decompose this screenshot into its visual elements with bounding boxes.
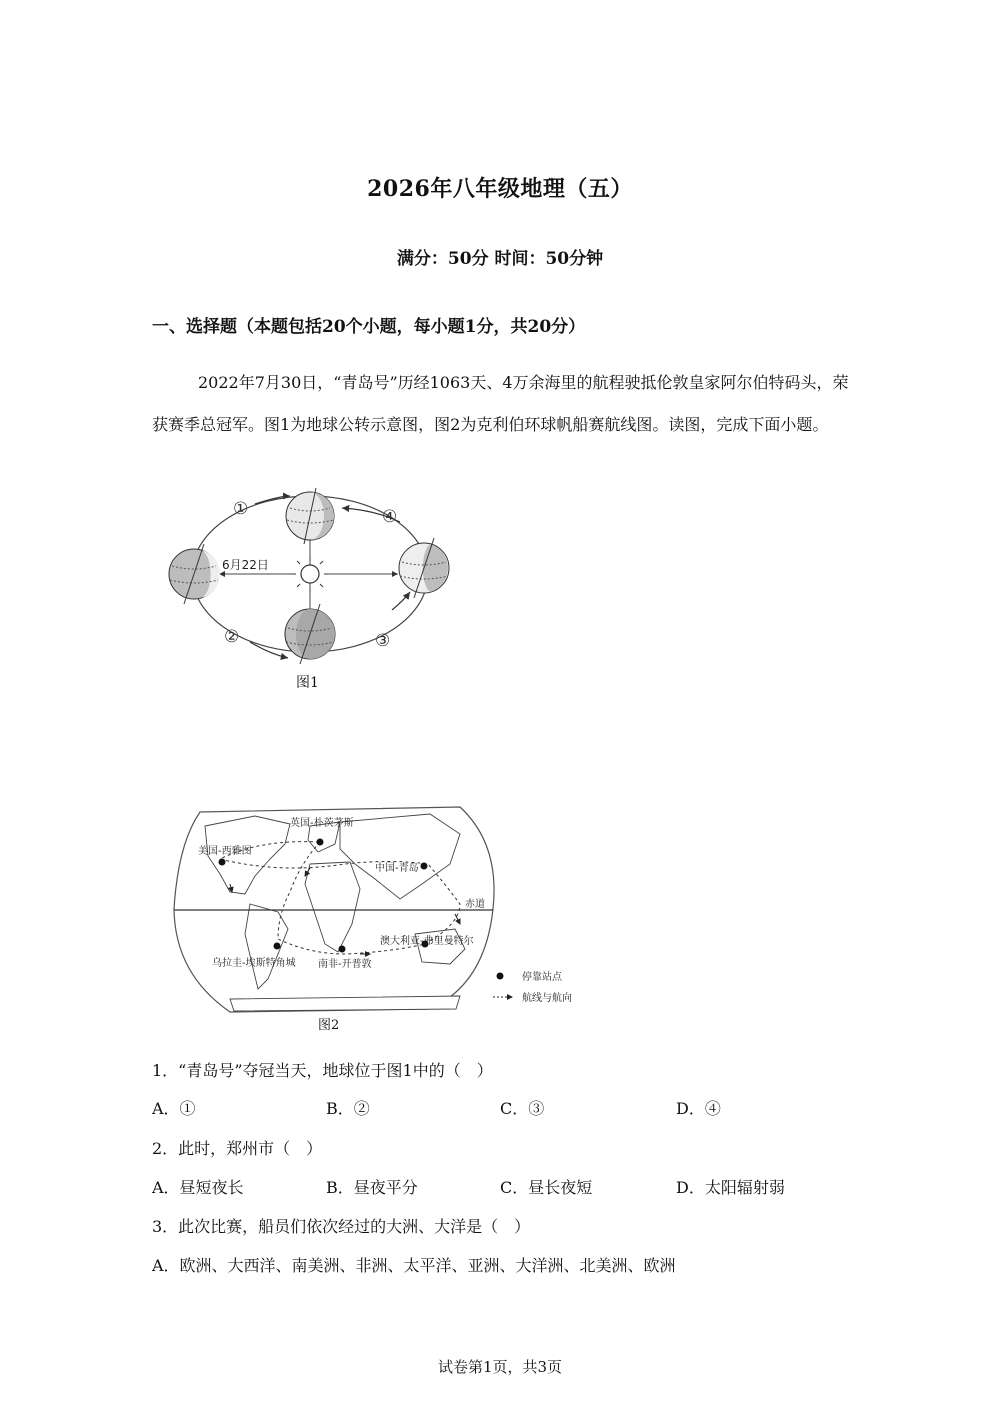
figure-2 [160, 804, 600, 1023]
q1-option-c: C．③ [500, 1099, 545, 1118]
antarctica [230, 996, 460, 1011]
question-3-stem: 3．此次比赛，船员们依次经过的大洲、大洋是（ ） [152, 1217, 531, 1236]
stop-label-fremantle: 澳大利亚-弗里曼特尔 [380, 936, 474, 947]
page-title: 2026年八年级地理（五） [367, 176, 633, 202]
q2-option-d: D．太阳辐射弱 [676, 1178, 785, 1197]
q1-option-a: A．① [152, 1099, 196, 1118]
q1-option-b: B．② [326, 1099, 370, 1118]
stop-label-seattle: 美国-西雅图 [198, 846, 252, 857]
question-1-stem: 1．“青岛号”夺冠当天，地球位于图1中的（ ） [152, 1061, 493, 1080]
position-label-1: ① [233, 499, 249, 519]
legend-stop-label: 停靠站点 [522, 972, 562, 983]
stop-label-punta-del-este: 乌拉圭-埃斯特角城 [212, 958, 296, 969]
score-time-info: 满分：50分 时间：50分钟 [396, 249, 604, 269]
figure-2-caption: 图2 [318, 1018, 340, 1033]
stop-label-portsmouth: 英国-朴茨茅斯 [290, 818, 354, 829]
stop-marker [421, 863, 428, 870]
earth-right-icon [399, 538, 449, 598]
figure-1-caption: 图1 [296, 675, 319, 691]
q2-option-b: B．昼夜平分 [326, 1178, 418, 1197]
equator-label: 赤道 [465, 899, 485, 910]
legend-stop-marker [497, 973, 504, 980]
q1-option-d: D．④ [676, 1099, 721, 1118]
date-label: 6月22日 [222, 558, 269, 572]
position-label-3: ③ [375, 631, 391, 651]
earth-bottom-icon [285, 604, 335, 664]
stop-marker [339, 946, 346, 953]
q2-option-c: C．昼长夜短 [500, 1178, 593, 1197]
section-title: 一、选择题（本题包括20个小题，每小题1分，共20分） [152, 317, 586, 337]
page-footer: 试卷第1页，共3页 [437, 1358, 563, 1376]
legend-route-label: 航线与航向 [522, 993, 572, 1004]
world-route-map [160, 804, 600, 1019]
stop-marker [219, 859, 226, 866]
stop-marker [274, 943, 281, 950]
stop-label-capetown: 南非-开普敦 [318, 959, 372, 970]
earth-left-icon [169, 544, 220, 604]
figure-1 [160, 482, 460, 701]
stop-marker [317, 839, 324, 846]
stop-label-qingdao: 中国-青岛 [375, 863, 419, 874]
sun-icon [301, 565, 319, 583]
passage: 2022年7月30日，“青岛号”历经1063天、4万余海里的航程驶抵伦敦皇家阿尔伯特码头，荣获赛季总冠军。图1为地球公转示意图，图2为克利伯环球帆船赛航线图。读图，完成下面小题。 [152, 373, 849, 434]
q3-option-a: A．欧洲、大西洋、南美洲、非洲、太平洋、亚洲、大洋洲、北美洲、欧洲 [152, 1256, 676, 1275]
position-label-4: ④ [382, 507, 398, 527]
position-label-2: ② [224, 627, 240, 647]
question-2-stem: 2．此时，郑州市（ ） [152, 1139, 323, 1158]
q2-option-a: A．昼短夜长 [152, 1178, 244, 1197]
earth-revolution-diagram [160, 482, 460, 697]
